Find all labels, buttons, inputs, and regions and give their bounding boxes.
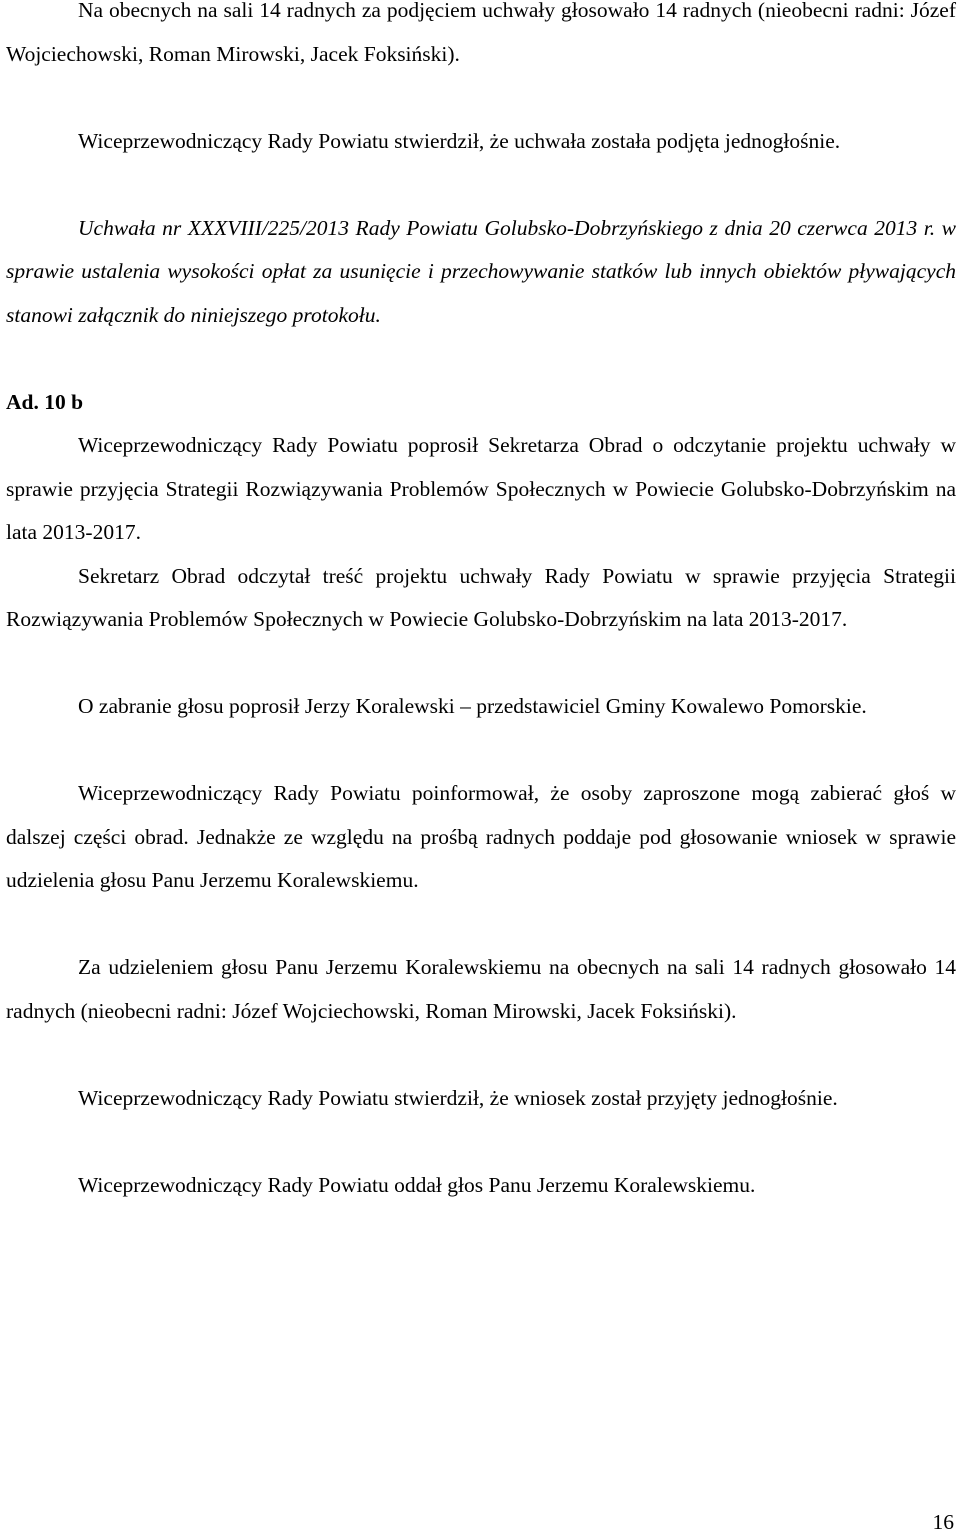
paragraph-motion: Wiceprzewodniczący Rady Powiatu poinformował, że osoby zaproszone mogą zabierać głoś w dalszej części obrad. Jednakże ze względu na prośbą radnych poddaje pod głosowanie wniosek w sprawie udzielenia głosu Panu Jerzemu Koralewskiemu. xyxy=(6,781,956,892)
paragraph-motion-vote: Za udzieleniem głosu Panu Jerzemu Koralewskiemu na obecnych na sali 14 radnych głosowało 14 radnych (nieobecni radni: Józef Wojciechowski, Roman Mirowski, Jacek Foksiński). xyxy=(6,955,956,1023)
paragraph-motion-adopted: Wiceprzewodniczący Rady Powiatu stwierdził, że wniosek został przyjęty jednogłośnie. xyxy=(78,1085,838,1110)
document-page xyxy=(6,0,956,1207)
paragraph-speech-request: O zabranie głosu poprosił Jerzy Koralewski – przedstawiciel Gminy Kowalewo Pomorskie. xyxy=(78,694,867,718)
paragraph-reading-done: Sekretarz Obrad odczytał treść projektu uchwały Rady Powiatu w sprawie przyjęcia Strategii Rozwiązywania Problemów Społecznych w Powiecie Golubsko-Dobrzyńskim na lata 2013-2017. xyxy=(6,563,956,631)
paragraph-resolution-adopted: Wiceprzewodniczący Rady Powiatu stwierdził, że uchwała została podjęta jednogłośnie. xyxy=(78,128,841,153)
paragraph-vote-result: Na obecnych na sali 14 radnych za podjęciem uchwały głosowało 14 radnych (nieobecni radni: Józef Wojciechowski, Roman Mirowski, Jacek Foksiński). xyxy=(6,0,956,66)
section-heading: Ad. 10 b xyxy=(6,389,84,414)
page-number: 16 xyxy=(932,1510,954,1534)
paragraph-reading-request: Wiceprzewodniczący Rady Powiatu poprosił Sekretarza Obrad o odczytanie projektu uchwały w sprawie przyjęcia Strategii Rozwiązywania Problemów Społecznych w Powiecie Golubsko-Dobrzyńskim na lata 2013-2017. xyxy=(6,433,956,544)
paragraph-resolution-attachment: Uchwała nr XXXVIII/225/2013 Rady Powiatu Golubsko-Dobrzyńskiego z dnia 20 czerwca 2013 r. w sprawie ustalenia wysokości opłat za usunięcie i przechowywanie statków lub innych obiektów pływających stanowi załącznik do niniejszego protokołu. xyxy=(6,215,956,327)
paragraph-floor-given: Wiceprzewodniczący Rady Powiatu oddał głos Panu Jerzemu Koralewskiemu. xyxy=(78,1172,756,1197)
